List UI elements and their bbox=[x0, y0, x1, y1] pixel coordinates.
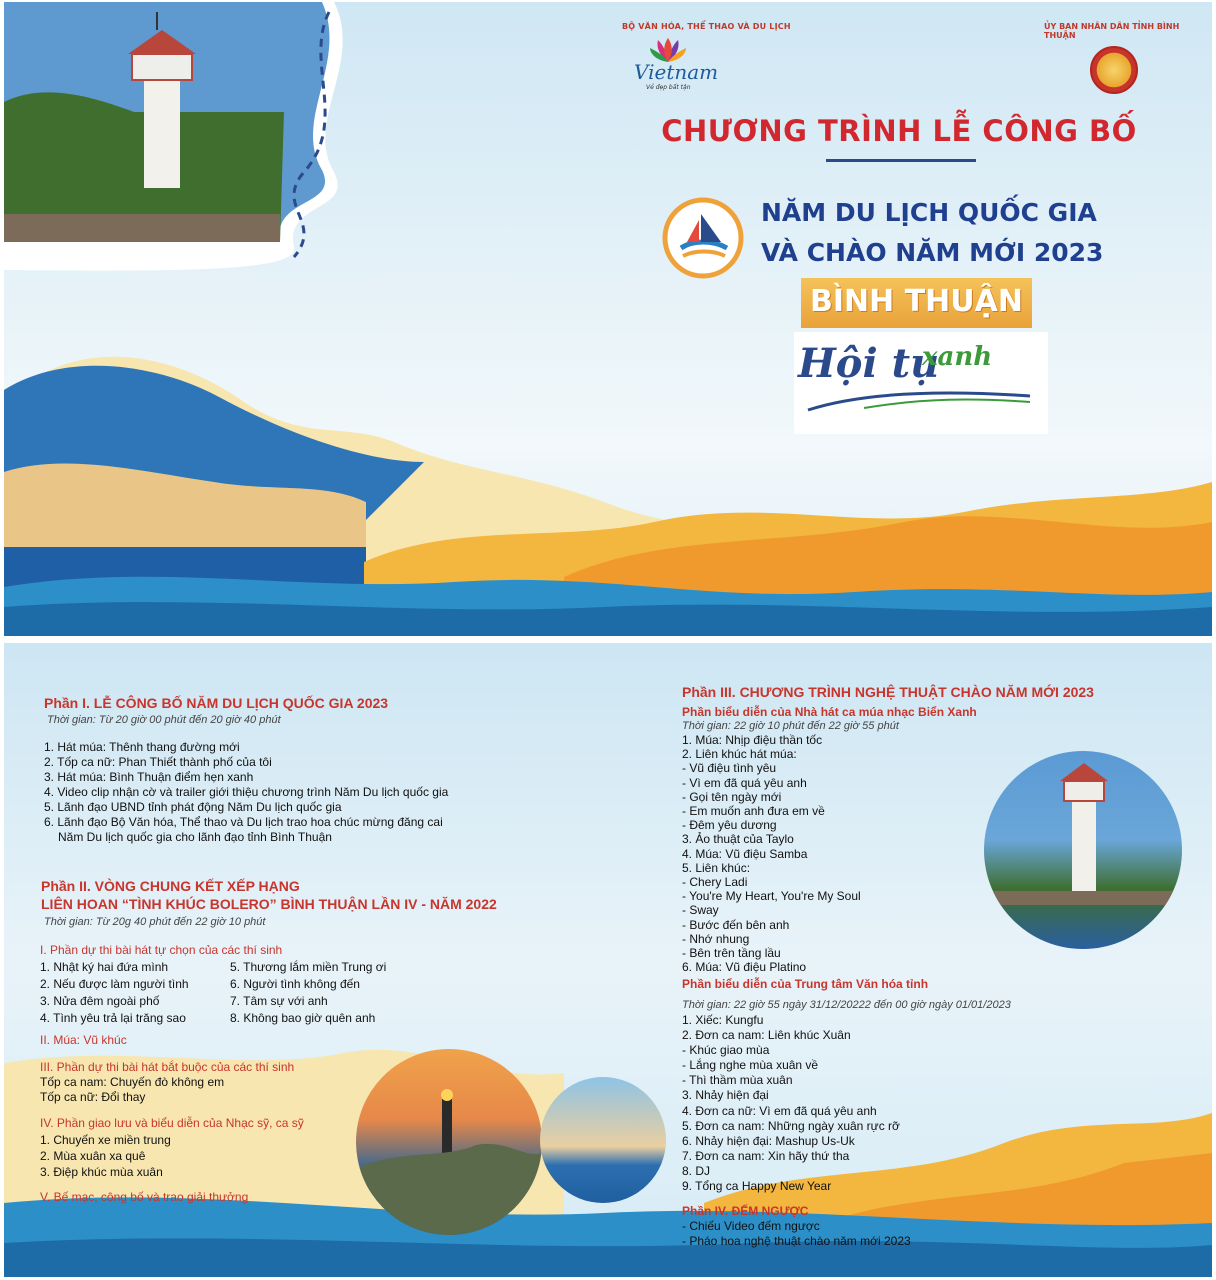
ministry-name: BỘ VĂN HÓA, THỂ THAO VÀ DU LỊCH bbox=[622, 22, 791, 31]
list-item: 1. Nhật ký hai đứa mình bbox=[40, 960, 169, 974]
part2-sec1-title: I. Phần dự thi bài hát tự chọn của các thí sinh bbox=[40, 943, 283, 957]
list-item: - Sway bbox=[682, 903, 719, 918]
list-item: 3. Ảo thuật của Taylo bbox=[682, 832, 794, 847]
part1-title: Phần I. LỄ CÔNG BỐ NĂM DU LỊCH QUỐC GIA 2023 bbox=[44, 695, 389, 711]
sand-dune-photo bbox=[540, 1077, 666, 1203]
part2-title-line1: Phần II. VÒNG CHUNG KẾT XẾP HẠNG bbox=[41, 878, 300, 894]
slogan-swoosh bbox=[804, 386, 1034, 416]
list-item: 6. Lãnh đạo Bộ Văn hóa, Thể thao và Du lịch trao hoa chúc mừng đăng cai bbox=[44, 815, 443, 829]
event-title-line1: NĂM DU LỊCH QUỐC GIA bbox=[761, 198, 1097, 227]
list-item: - You're My Heart, You're My Soul bbox=[682, 889, 861, 904]
national-tourism-year-logo-icon bbox=[661, 196, 745, 280]
cover-panel bbox=[4, 2, 1212, 636]
tower-photo-crowd bbox=[4, 214, 280, 242]
list-item: - Chiếu Video đếm ngược bbox=[682, 1219, 820, 1233]
region-name: BÌNH THUẬN bbox=[810, 284, 1023, 319]
list-item: - Gọi tên ngày mới bbox=[682, 789, 782, 804]
list-item: - Đêm yêu dương bbox=[682, 818, 777, 833]
list-item: 5. Đơn ca nam: Những ngày xuân rực rỡ bbox=[682, 1118, 900, 1133]
slogan-part1: Hội tụ bbox=[798, 340, 940, 387]
list-item: 4. Tình yêu trả lại trăng sao bbox=[40, 1011, 186, 1025]
part2-sec3-title: III. Phần dự thi bài hát bắt buộc của các thí sinh bbox=[40, 1060, 295, 1074]
part2-sec3-list bbox=[40, 1075, 224, 1105]
list-item: - Vũ điệu tình yêu bbox=[682, 761, 777, 776]
list-item: 3. Nhảy hiện đại bbox=[682, 1088, 769, 1103]
part3-a-time: Thời gian: 22 giờ 10 phút đến 22 giờ 55 phút bbox=[682, 720, 899, 732]
program-panel bbox=[4, 643, 1212, 1277]
part2-sec4-list bbox=[40, 1132, 171, 1180]
list-item: 3. Hát múa: Bình Thuận điểm hẹn xanh bbox=[44, 770, 254, 784]
water-tower-icon bbox=[984, 751, 1182, 949]
list-item: 6. Múa: Vũ điệu Platino bbox=[682, 960, 807, 975]
part3-b-list bbox=[682, 1013, 900, 1194]
list-item: 7. Đơn ca nam: Xin hãy thứ tha bbox=[682, 1148, 850, 1163]
brand-tagline: Vẻ đẹp bất tận bbox=[646, 84, 691, 91]
list-item: - Em muốn anh đưa em về bbox=[682, 804, 825, 819]
part3-b-time: Thời gian: 22 giờ 55 ngày 31/12/20222 đến 00 giờ ngày 01/01/2023 bbox=[682, 999, 1011, 1011]
part2-sec1-col2 bbox=[230, 959, 386, 1027]
event-title-line2: VÀ CHÀO NĂM MỚI 2023 bbox=[761, 238, 1104, 267]
brand-word: Vietnam bbox=[634, 60, 719, 84]
part2-sec1-col1 bbox=[40, 959, 189, 1027]
list-item: 1. Xiếc: Kungfu bbox=[682, 1013, 764, 1027]
list-item: 3. Điệp khúc mùa xuân bbox=[40, 1165, 163, 1179]
list-item: - Nhớ nhung bbox=[682, 931, 750, 946]
lighthouse-photo bbox=[356, 1049, 542, 1235]
list-item: 2. Tốp ca nữ: Phan Thiết thành phố của tôi bbox=[44, 755, 272, 769]
part1-time: Thời gian: Từ 20 giờ 00 phút đến 20 giờ 40 phút bbox=[47, 714, 281, 726]
list-item: 3. Nửa đêm ngoài phố bbox=[40, 994, 160, 1008]
list-item: 6. Người tình không đến bbox=[230, 977, 360, 991]
list-item: - Bước đến bên anh bbox=[682, 917, 790, 932]
list-item: 5. Lãnh đạo UBND tỉnh phát động Năm Du lịch quốc gia bbox=[44, 800, 342, 814]
part3-a-list bbox=[682, 733, 861, 974]
list-item: 1. Múa: Nhịp điệu thần tốc bbox=[682, 733, 823, 747]
list-item: - Vì em đã quá yêu anh bbox=[682, 775, 807, 790]
water-tower-photo bbox=[984, 751, 1182, 949]
list-item: 7. Tâm sự với anh bbox=[230, 994, 328, 1008]
list-item: 8. DJ bbox=[682, 1163, 711, 1178]
list-item: 4. Đơn ca nữ: Vì em đã quá yêu anh bbox=[682, 1103, 877, 1118]
list-item: 6. Nhảy hiện đại: Mashup Us-Uk bbox=[682, 1133, 855, 1148]
part1-list bbox=[44, 740, 448, 845]
title-divider bbox=[826, 159, 976, 162]
part2-sec5-title: V. Bế mạc, công bố và trao giải thưởng bbox=[40, 1190, 249, 1204]
list-item: 5. Thương lắm miền Trung ơi bbox=[230, 960, 387, 974]
list-item: 4. Video clip nhận cờ và trailer giới thiệu chương trình Năm Du lịch quốc gia bbox=[44, 785, 449, 799]
vietnam-brand-logo bbox=[634, 38, 724, 96]
list-item: 2. Mùa xuân xa quê bbox=[40, 1149, 146, 1163]
list-item: 2. Nếu được làm người tình bbox=[40, 977, 189, 991]
list-item: 1. Hát múa: Thênh thang đường mới bbox=[44, 740, 240, 754]
list-item: - Thì thầm mùa xuân bbox=[682, 1073, 793, 1088]
list-item: 2. Liên khúc hát múa: bbox=[682, 747, 797, 762]
list-item: 4. Múa: Vũ điệu Samba bbox=[682, 846, 808, 861]
part2-title-line2: LIÊN HOAN “TÌNH KHÚC BOLERO” BÌNH THUẬN LẦN IV - NĂM 2022 bbox=[41, 896, 497, 912]
part4-list bbox=[682, 1219, 911, 1249]
list-item: Tốp ca nam: Chuyến đò không em bbox=[40, 1075, 225, 1089]
part2-sec4-title: IV. Phần giao lưu và biểu diễn của Nhạc sỹ, ca sỹ bbox=[40, 1116, 304, 1130]
slogan-part2: xanh bbox=[922, 342, 993, 372]
part2-time: Thời gian: Từ 20g 40 phút đến 22 giờ 10 phút bbox=[44, 916, 266, 928]
list-item: - Lắng nghe mùa xuân về bbox=[682, 1058, 819, 1073]
part3-a-title: Phần biểu diễn của Nhà hát ca múa nhạc Biển Xanh bbox=[682, 705, 977, 719]
list-item: 8. Không bao giờ quên anh bbox=[230, 1011, 376, 1025]
list-item: 5. Liên khúc: bbox=[682, 860, 751, 875]
list-item: 9. Tổng ca Happy New Year bbox=[682, 1179, 832, 1194]
province-emblem-icon bbox=[1090, 46, 1138, 94]
part3-title: Phần III. CHƯƠNG TRÌNH NGHỆ THUẬT CHÀO NĂM MỚI 2023 bbox=[682, 684, 1094, 700]
list-item: 1. Chuyến xe miền trung bbox=[40, 1133, 171, 1147]
list-item: - Bên trên tầng lầu bbox=[682, 946, 781, 961]
lighthouse-icon bbox=[356, 1049, 542, 1235]
list-item: Tốp ca nữ: Đổi thay bbox=[40, 1090, 146, 1104]
list-item: Năm Du lịch quốc gia cho lãnh đạo tỉnh Bình Thuận bbox=[58, 830, 332, 844]
part3-b-title: Phần biểu diễn của Trung tâm Văn hóa tỉnh bbox=[682, 977, 929, 991]
list-item: 2. Đơn ca nam: Liên khúc Xuân bbox=[682, 1028, 851, 1043]
list-item: - Chery Ladi bbox=[682, 875, 748, 890]
part4-title: Phần IV. ĐẾM NGƯỢC bbox=[682, 1204, 809, 1218]
part2-sec2-title: II. Múa: Vũ khúc bbox=[40, 1033, 127, 1047]
province-committee-name: ỦY BAN NHÂN DÂN TỈNH BÌNH THUẬN bbox=[1044, 22, 1180, 40]
main-title: CHƯƠNG TRÌNH LỄ CÔNG BỐ bbox=[661, 114, 1137, 148]
list-item: - Khúc giao mùa bbox=[682, 1043, 770, 1058]
list-item: - Pháo hoa nghệ thuật chào năm mới 2023 bbox=[682, 1234, 911, 1248]
